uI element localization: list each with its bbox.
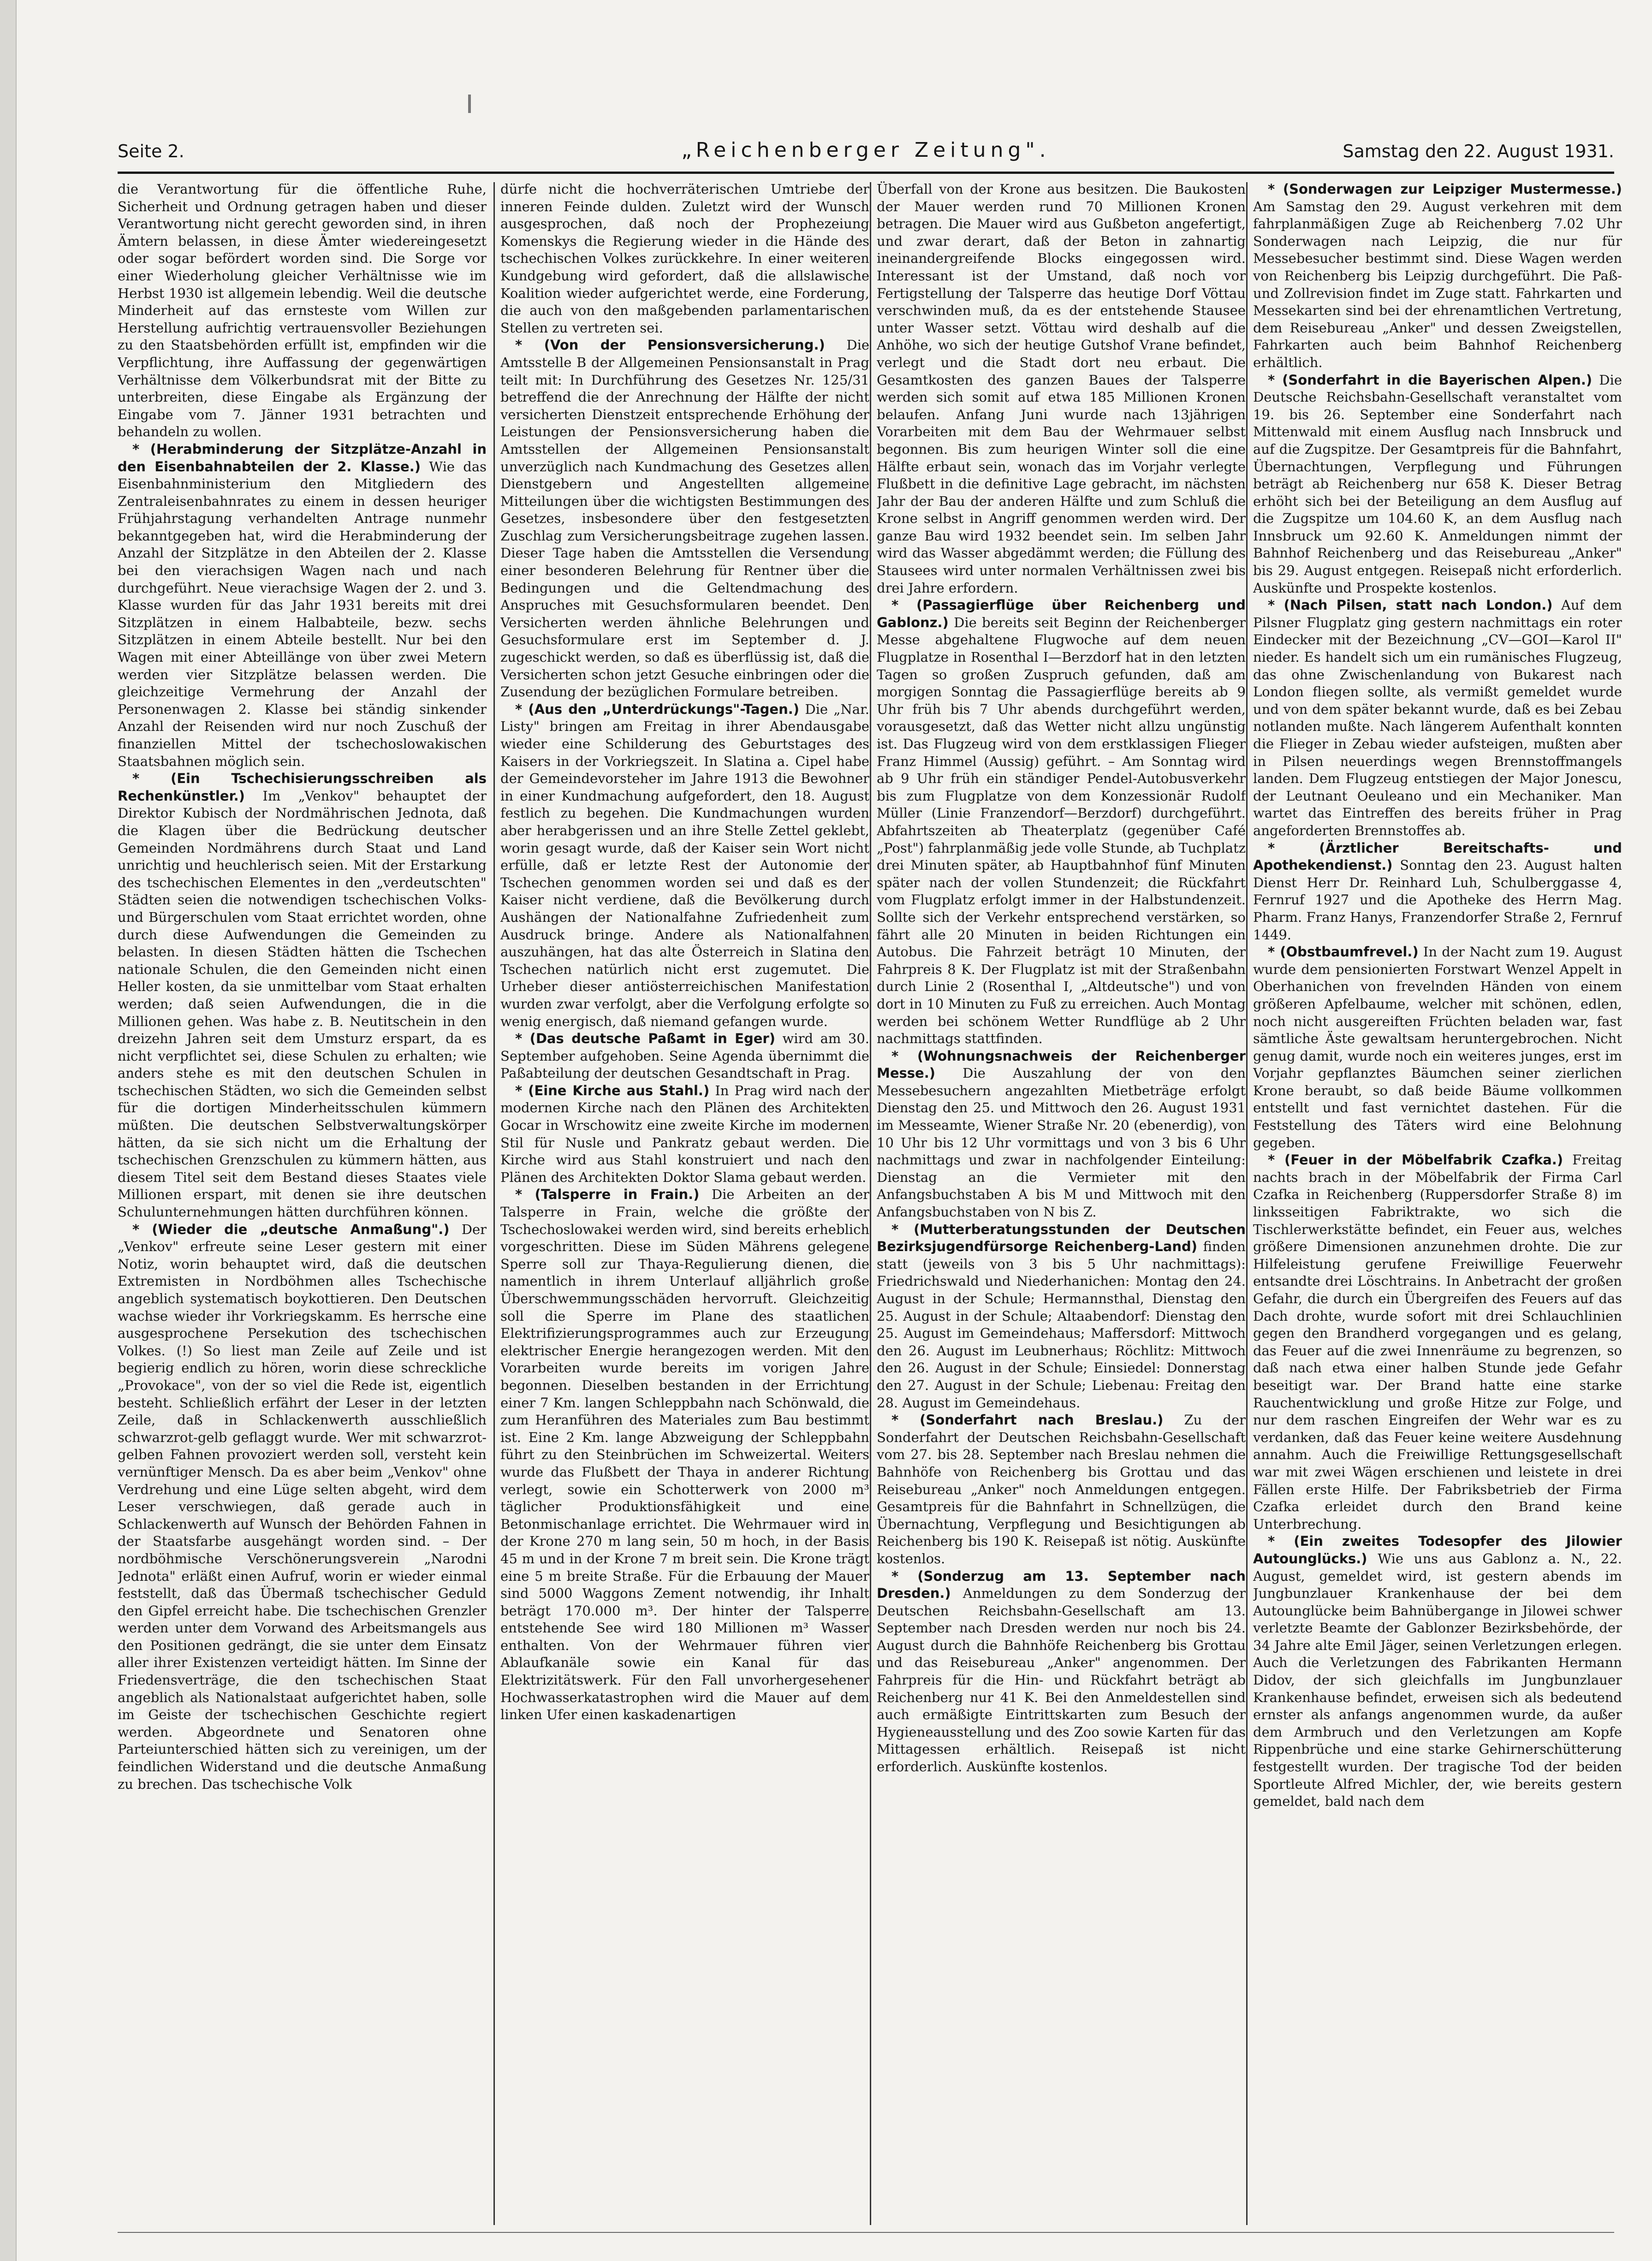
news-item-heading: * (Sonderwagen zur Leipziger Mustermesse.): [1268, 181, 1622, 197]
news-item: [877, 1221, 1246, 1412]
column-3: [877, 181, 1246, 2228]
article-text: [500, 181, 869, 337]
news-item: [877, 1568, 1246, 1776]
news-item: [877, 1412, 1246, 1567]
column-1: [118, 181, 487, 2228]
news-item: [877, 597, 1246, 1047]
news-item: [500, 1186, 869, 1723]
news-item-heading: * (Wohnungsnachweis der Reichenberger Messe.): [877, 1048, 1246, 1081]
news-item-heading: * (Nach Pilsen, statt nach London.): [1268, 597, 1553, 613]
issue-date: Samstag den 22. August 1931.: [1343, 141, 1614, 161]
news-item: [500, 1030, 869, 1082]
news-item-text: dürfe nicht die hochverräterischen Umtriebe der inneren Feinde dulden. Zuletzt wird der Wunsch ausgesprochen, daß noch der Prophezeiung Komenskys die Regierung wieder in die Hände des tschechischen Volkes zurückkehre. In einer weiteren Kundgebung wird gefordert, daß die allslawische Koalition wieder aufgerichtet werde, eine Forderung, die auch von den maßgebenden parlamentarischen Stellen zu vertreten sei.: [500, 181, 869, 336]
news-item-heading: * (Das deutsche Paßamt in Eger): [515, 1031, 775, 1047]
news-item: [118, 1221, 487, 1793]
news-item-text: wird am 30. September aufgehoben. Seine Agenda übernimmt die Paßabteilung der deutschen Gesandtschaft in Prag.: [500, 1031, 869, 1081]
bottom-rule: [118, 2232, 1614, 2233]
news-item-text: Wie das Eisenbahnministerium den Mitgliedern des Zentraleisenbahnrates zu einem in dessen heuriger Frühjahrstagung verhandelten Antrage nunmehr bekanntgegeben hat, wird die Herabminderung der Anzahl der Sitzplätze in den Abteilen der 2. Klasse bei den vierachsigen Wagen nach und nach durchgeführt. Neue vierachsige Wagen der 2. und 3. Klasse wurden für das Jahr 1931 bereits mit drei Sitzplätzen in einem Halbabteile, bezw. sechs Sitzplätzen in einem Abteile bestellt. Nur bei den Wagen mit einer Abteillänge von über zwei Metern werden vier Sitzplätze belassen werden. Die gleichzeitige Vermehrung der Anzahl der Personenwagen 2. Klasse bei ständig sinkender Anzahl der Reisenden wird nur noch Zuschuß der finanziellen Mittel der tschechoslowakischen Staatsbahnen möglich sein.: [118, 458, 487, 769]
news-item-heading: * (Sonderfahrt nach Breslau.): [891, 1412, 1164, 1428]
news-item-heading: * (Wieder die „deutsche Anmaßung".): [132, 1221, 450, 1237]
news-item: [500, 701, 869, 1030]
news-item: [877, 1048, 1246, 1221]
news-item: [1253, 1151, 1622, 1533]
news-item: [1253, 840, 1622, 944]
news-item-heading: * (Feuer in der Möbelfabrik Czafka.): [1268, 1152, 1563, 1168]
news-item-heading: * (Sonderfahrt in die Bayerischen Alpen.): [1268, 372, 1593, 388]
news-item-heading: * (Passagierflüge über Reichenberg und Gablonz.): [877, 597, 1246, 630]
news-item: [1253, 597, 1622, 839]
news-item-text: Der „Venkov" erfreute seine Leser gestern mit einer Notiz, worin behauptet wird, daß die deutschen Extremisten in Nordböhmen alles Tschechische angeblich systematisch boykottieren. Den Deutschen wachse wieder ihr Vorkriegskamm. Es herrsche eine ausgesprochene Persekution des tschechischen Volkes. (!) So liest man Zeile auf Zeile und ist begierig endlich zu hören, worin diese schreckliche „Provokace", von der so viel die Rede ist, eigentlich besteht. Schließlich erfährt der Leser in der letzten Zeile, daß in Schlackenwerth ausschließlich schwarzrot-gelb geflaggt wurde. Wer mit schwarzrot-gelben Fahnen provoziert werden soll, versteht kein vernünftiger Mensch. Da es aber beim „Venkov" ohne Verdrehung und eine Lüge selten abgeht, wird dem Leser verschwiegen, daß gerade auch in Schlackenwerth auf Wunsch der Behörden Fahnen in der Staatsfarbe ausgehängt worden sind. – Der nordböhmische Verschönerungsverein „Narodni Jednota" erläßt einen Aufruf, worin er wieder einmal feststellt, daß das Übermaß tschechischer Geduld den Gipfel erreicht habe. Die tschechischen Grenzler werden unter dem Vorwand des Arbeitsmangels aus den Positionen gedrängt, die sie unter dem Einsatz aller ihrer Existenzen verteidigt hätten. Im Sinne der Friedensverträge, die den tschechischen Staat angeblich als Nationalstaat aufgerichtet haben, solle im Geiste der tschechischen Geschichte regiert werden. Abgeordnete und Senatoren ohne Parteiunterschied hätten sich zu vereinigen, um der feindlichen Widerstand und die deutsche Anmaßung zu brechen. Das tschechische Volk: [118, 1221, 487, 1792]
news-item: [118, 441, 487, 770]
news-item-text: Wie uns aus Gablonz a. N., 22. August, gemeldet wird, ist gestern abends im Jungbunzlauer Krankenhause der bei dem Autounglücke beim Bahnübergange in Jilowei schwer verletzte Beamte der Gablonzer Bezirksbehörde, der 34 Jahre alte Emil Jäger, seinen Verletzungen erlegen. Auch die Verletzungen des Fabrikanten Hermann Didov, der sich gleichfalls im Jungbunzlauer Krankenhause befindet, erweisen sich als bedeutend ernster als anfangs angenommen wurde, da außer dem Armbruch und den Verletzungen am Kopfe Rippenbrüche und eine starke Gehirnerschütterung festgestellt wurden. Der tragische Tod der beiden Sportleute Alfred Michler, der, wie bereits gestern gemeldet, bald nach dem: [1253, 1550, 1622, 1810]
article-text: [118, 181, 487, 441]
news-item-heading: * (Ein zweites Todesopfer des Jilowier Autounglücks.): [1253, 1533, 1622, 1567]
news-item-text: Sonntag den 23. August halten Dienst Herr Dr. Reinhard Luh, Schulberggasse 4, Fernruf 1927 und die Apotheke des Herrn Mag. Pharm. Franz Hanys, Franzendorfer Straße 2, Fernruf 1449.: [1253, 857, 1622, 943]
column-separator: [1246, 182, 1248, 2225]
page-edge: [0, 0, 17, 2261]
news-item-text: Überfall von der Krone aus besitzen. Die Baukosten der Mauer werden rund 70 Millionen Kronen betragen. Die Mauer wird aus Gußbeton angefertigt, und zwar derart, daß der Beton in zahnartig ineinandergreifende Blocks eingegossen wird. Interessant ist der Umstand, daß noch vor Fertigstellung der Talsperre das heutige Dorf Vöttau verschwinden muß, da es der entstehende Stausee unter Wasser setzt. Vöttau wird deshalb auf die Anhöhe, wo sich der heutige Gutshof Vrane befindet, verlegt und die Stadt dort neu erbaut. Die Gesamtkosten des ganzen Baues der Talsperre werden sich somit auf etwa 185 Millionen Kronen belaufen. Anfang Juni wurde nach 13jährigen Vorarbeiten mit dem Bau der Wehrmauer selbst begonnen. Bis zum heurigen Winter soll die eine Hälfte erbaut sein, wonach das im Vorjahr verlegte Flußbett in die definitive Lage gebracht, im nächsten Jahr der Bau der anderen Hälfte und zum Schluß die Krone selbst in Angriff genommen werden wird. Der ganze Bau wird 1932 beendet sein. Im selben Jahr wird das Wasser abgedämmt werden; die Füllung des Stausees wird unter normalen Verhältnissen zwei bis drei Jahre erfordern.: [877, 181, 1246, 596]
news-item-text: Am Samstag den 29. August verkehren mit dem fahrplanmäßigen Zuge ab Reichenberg 7.02 Uhr Sonderwagen nach Leipzig, die nur für Messebesucher bestimmt sind. Diese Wagen werden von Reichenberg bis Leipzig durchgeführt. Die Paß- und Zollrevision findet im Zuge statt. Fahrkarten und Messekarten sind bei der ehrenamtlichen Vertretung, dem Reisebureau „Anker" und dessen Zweigstellen, Fahrkarten auch beim Bahnhof Reichenberg erhältlich.: [1253, 198, 1622, 370]
news-item-heading: * (Herabminderung der Sitzplätze-Anzahl in den Eisenbahnabteilen der 2. Klasse.): [118, 441, 487, 475]
news-item-heading: * (Obstbaumfrevel.): [1268, 944, 1419, 960]
news-item: [1253, 372, 1622, 597]
news-item-text: Die bereits seit Beginn der Reichenberger Messe abgehaltene Flugwoche auf dem neuen Flugplatze in Rosenthal I—Berzdorf hat in den letzten Tagen so großen Zuspruch gefunden, daß am morgigen Sonntag die Passagierflüge bereits ab 9 Uhr früh bis 7 Uhr abends durchgeführt werden, vorausgesetzt, daß das Wetter nicht allzu ungünstig ist. Das Flugzeug wird von dem erstklassigen Flieger Franz Himmel (Aussig) geführt. – Am Sonntag wird ab 9 Uhr früh ein ständiger Pendel-Autobusverkehr bis zum Flugplatze von dem Konzessionär Rudolf Müller (Linie Franzendorf—Berzdorf) durchgeführt. Abfahrtszeiten ab Theaterplatz (gegenüber Café „Post") fahrplanmäßig jede volle Stunde, ab Tuchplatz drei Minuten später, ab Hauptbahnhof fünf Minuten später nach der vollen Stundenzeit; die Rückfahrt vom Flugplatz erfolgt immer in der Halbstundenzeit. Sollte sich der Verkehr entsprechend verstärken, so fährt alle 20 Minuten in beiden Richtungen ein Autobus. Die Fahrzeit beträgt 10 Minuten, der Fahrpreis 8 K. Der Flugplatz ist mit der Straßenbahn durch Linie 2 (Rosenthal I, „Altdeutsche") und von dort in 10 Minuten zu Fuß zu erreichen. Auch Montag werden bei schönem Wetter Rundflüge ab 2 Uhr nachmittags stattfinden.: [877, 614, 1246, 1047]
news-item: [1253, 944, 1622, 1151]
news-item-text: die Verantwortung für die öffentliche Ruhe, Sicherheit und Ordnung getragen haben und dieser Verantwortung nicht gerecht geworden sind, in ihren Ämtern belassen, in diese Ämter wiedereingesetzt oder sogar befördert worden sind. Die Sorge vor einer Wiederholung gleicher Verhältnisse wie im Herbst 1930 ist allgemein lebendig. Weil die deutsche Minderheit auf das ernsteste vom Willen zur Herstellung aufrichtig vertrauensvoller Beziehungen zu den Staatsbehörden erfüllt ist, empfinden wir die Verpflichtung, ihre Auffassung der gegenwärtigen Verhältnisse dem Völkerbundsrat mit der Bitte zu unterbreiten, diese Eingabe als Ergänzung der Eingabe vom 7. Jänner 1931 betrachten und behandeln zu wollen.: [118, 181, 487, 440]
news-item-heading: * (Ärztlicher Bereitschafts- und Apothekendienst.): [1253, 840, 1622, 873]
column-separator: [870, 182, 871, 2225]
news-item-text: Im „Venkov" behauptet der Direktor Kubisch der Nordmährischen Jednota, daß die Klagen über die Bedrückung deutscher Gemeinden Nordmährens durch Staat und Land unrichtig und heuchlerisch seien. Mit der Erstarkung des tschechischen Elementes in den „verdeutschten" Städten seien die notwendigen tschechischen Volks- und Bürgerschulen vom Staat errichtet worden, ohne durch diese Aufwendungen die Gemeinden zu belasten. In diesen Städten hätten die Tschechen nationale Schulen, die den Gemeinden nicht einen Heller kosten, da sie unmittelbar vom Staat erhalten werden; daß seien Aufwendungen, die in die Millionen gehen. Was habe z. B. Neutitschein in den dreizehn Jahren seit dem Umsturz erspart, da es nicht verpflichtet sei, diese Schulen zu erhalten; wie anders stehe es mit den deutschen Schulen in tschechischen Städten, wo sich die Gemeinden selbst für die dortigen Minderheitsschulen kümmern müßten. Die deutschen Selbstverwaltungskörper hätten, da sie sich nicht um die Erhaltung der tschechischen Grenzschulen zu kümmern hätten, aus diesem Titel seit dem Bestand dieses Staates viele Millionen erspart, mit denen sie ihre deutschen Schulunternehmungen hätten durchführen können.: [118, 788, 487, 1220]
news-item-text: Auf dem Pilsner Flugplatz ging gestern nachmittags ein roter Eindecker mit der Bezeichnung „CV—GOI—Karol II" nieder. Es handelt sich um ein rumänisches Flugzeug, das ohne Zwischenlandung von Bukarest nach London fliegen sollte, als vermißt gemeldet wurde und von dem später bekannt wurde, daß es bei Zebau notlanden mußte. Nach längerem Aufenthalt konnten die Flieger in Zebau wieder aufsteigen, mußten aber in Pilsen neuerdings wegen Brennstoffmangels landen. Dem Flugzeug entstiegen der Major Jonescu, der Leutnant Oeuleano und ein Mechaniker. Man wartet das Eintreffen des bereits früher in Prag angeforderten Brennstoffes ab.: [1253, 597, 1622, 838]
article-text: [877, 181, 1246, 597]
column-2: [500, 181, 869, 2228]
news-item-heading: * (Aus den „Unterdrückungs"-Tagen.): [515, 701, 799, 717]
news-item-text: Anmeldungen zu dem Sonderzug der Deutschen Reichsbahn-Gesellschaft am 13. September nach Dresden werden nur noch bis 24. August durch die Bahnhöfe Reichenberg bis Grottau und das Reisebureau „Anker" angenommen. Der Fahrpreis für die Hin- und Rückfahrt beträgt ab Reichenberg nur 41 K. Bei den Anmeldestellen sind auch ermäßigte Eintrittskarten zum Besuch der Hygieneausstellung und des Zoo sowie Karten für das Mittagessen erhältlich. Reisepaß ist nicht erforderlich. Auskünfte kostenlos.: [877, 1585, 1246, 1775]
news-item-heading: * (Ein Tschechisierungsschreiben als Rechenkünstler.): [118, 771, 487, 804]
news-item: [1253, 181, 1622, 372]
news-item-text: Die Arbeiten an der Talsperre in Frain, welche die größte der Tschechoslowakei werden wird, sind bereits erheblich vorgeschritten. Diese im Süden Mährens gelegene Sperre soll zur Thaya-Regulierung dienen, die namentlich in ihrem Unterlauf alljährlich große Überschwemmungsschäden hervorruft. Gleichzeitig soll die Sperre im Plane des staatlichen Elektrifizierungsprogrammes auch zur Erzeugung elektrischer Energie herangezogen werden. Mit den Vorarbeiten wurde bereits im vorigen Jahre begonnen. Dieselben bestanden in der Errichtung einer 7 Km. langen Schleppbahn nach Schönwald, die zum Heranführen des Materiales zum Bau bestimmt ist. Eine 2 Km. lange Abzweigung der Schleppbahn führt zu den Steinbrüchen im Schweizertal. Weiters wurde das Flußbett der Thaya in anderer Richtung verlegt, sowie ein Schotterwerk von 2000 m³ täglicher Produktionsfähigkeit und eine Betonmischanlage errichtet. Die Wehrmauer wird in der Krone 270 m lang sein, 50 m hoch, in der Basis 45 m und in der Krone 7 m breit sein. Die Krone trägt eine 5 m breite Straße. Für die Erbauung der Mauer sind 5000 Waggons Zement notwendig, ihr Inhalt beträgt 170.000 m³. Der hinter der Talsperre entstehende See wird 180 Millionen m³ Wasser enthalten. Von der Wehrmauer führen vier Ablaufkanäle sowie ein Kanal für das Elektrizitätswerk. Für den Fall unvorhergesehener Hochwasserkatastrophen wird die Mauer auf dem linken Ufer einen kaskadenartigen: [500, 1187, 869, 1723]
column-separator: [493, 182, 495, 2225]
news-item-heading: * (Sonderzug am 13. September nach Dresden.): [877, 1568, 1246, 1602]
news-item-heading: * (Mutterberatungsstunden der Deutschen Bezirksjugendfürsorge Reichenberg-Land): [877, 1221, 1246, 1255]
news-item-text: In Prag wird nach der modernen Kirche nach den Plänen des Architekten Gocar in Wrschowitz eine zweite Kirche im modernen Stil für Nusle und Pankratz gebaut werden. Die Kirche wird aus Stahl konstruiert und nach den Plänen des Architekten Doktor Slama gebaut werden.: [500, 1082, 869, 1185]
news-item-heading: * (Von der Pensionsversicherung.): [515, 337, 825, 353]
news-item: [118, 770, 487, 1221]
scan-mark: [468, 95, 471, 113]
news-item-text: In der Nacht zum 19. August wurde dem pensionierten Forstwart Wenzel Appelt in Oberhanichen von frevelnden Händen von einem größeren Apfelbaume, welcher mit schönen, edlen, noch nicht ausgereiften Früchten beladen war, fast sämtliche Äste gewaltsam heruntergebrochen. Nicht genug damit, wurde noch ein weiteres junges, erst im Vorjahr gepflanztes Bäumchen seiner zierlichen Krone beraubt, so daß beide Bäume vollkommen entstellt und fast vernichtet dastehen. Für die Feststellung des Täters wird eine Belohnung gegeben.: [1253, 944, 1622, 1151]
news-item: [1253, 1533, 1622, 1810]
news-item-text: Die Auszahlung der von den Messebesuchern angezahlten Mietbeträge erfolgt Dienstag den 25. und Mittwoch den 26. August 1931 im Messeamte, Wiener Straße Nr. 20 (ebenerdig), von 10 Uhr bis 12 Uhr vormittags und von 3 bis 6 Uhr nachmittags und zwar in nachfolgender Einteilung: Dienstag an die Vermieter mit den Anfangsbuchstaben A bis M und Mittwoch mit den Anfangsbuchstaben von N bis Z.: [877, 1065, 1246, 1220]
news-item-heading: * (Talsperre in Frain.): [515, 1187, 700, 1203]
news-item-text: Die Amtsstelle B der Allgemeinen Pensionsanstalt in Prag teilt mit: In Durchführung des Gesetzes Nr. 125/31 betreffend die der Anrechnung der Hälfte der nicht versicherten Dienstzeit entsprechende Erhöhung der Leistungen der Pensionsversicherung haben die Amtsstellen der Allgemeinen Pensionsanstalt unverzüglich nach Kundmachung des Gesetzes allen Dienstgebern und Angestellten allgemeine Mitteilungen über die wichtigsten Bestimmungen des Gesetzes, insbesondere über den festgesetzten Zuschlag zum Versicherungsbeitrage zugehen lassen. Dieser Tage haben die Amtsstellen die Versendung einer besonderen Belehrung für Rentner über die Bedingungen und die Geltendmachung des Anspruches mit Gesuchsformularen beendet. Den Versicherten werden ähnliche Belehrungen und Gesuchsformulare erst im September d. J. zugeschickt werden, so daß es überflüssig ist, daß die Versicherten schon jetzt Gesuche einbringen oder die Zusendung der bezüglichen Formulare betreiben.: [500, 337, 869, 700]
news-item-text: Freitag nachts brach in der Möbelfabrik der Firma Carl Czafka in Reichenberg (Ruppersdorfer Straße 8) im linksseitigen Fabriktrakte, wo sich die Tischlerwerkstätte befindet, ein Feuer aus, welches größere Dimensionen anzunehmen drohte. Die zur Hilfeleistung gerufene Freiwillige Feuerwehr entsandte drei Löschtrains. In Anbetracht der großen Gefahr, die durch ein Übergreifen des Feuers auf das Dach drohte, wurde sofort mit drei Schlauchlinien gegen den Brandherd vorgegangen und es gelang, das Feuer auf die zwei Innenräume zu begrenzen, so daß nach etwa einer halben Stunde jede Gefahr beseitigt war. Der Brand hatte eine starke Rauchentwicklung und große Hitze zur Folge, und nur dem raschen Eingreifen der Wehr war es zu verdanken, daß das Feuer keine weitere Ausdehnung annahm. Auch die Freiwillige Rettungsgesellschaft war mit zwei Wägen erschienen und leistete in drei Fällen erste Hilfe. Der Fabriksbetrieb der Firma Czafka erleidet durch den Brand keine Unterbrechung.: [1253, 1152, 1622, 1532]
page-number: Seite 2.: [118, 141, 184, 161]
news-item-text: Zu der Sonderfahrt der Deutschen Reichsbahn-Gesellschaft vom 27. bis 28. September nach Breslau nehmen die Bahnhöfe von Reichenberg bis Grottau und das Reisebureau „Anker" noch Anmeldungen entgegen. Gesamtpreis für die Bahnfahrt in Schnellzügen, die Übernachtung, Verpflegung und Besichtigungen ab Reichenberg bis 190 K. Reisepaß ist nötig. Auskünfte kostenlos.: [877, 1412, 1246, 1567]
news-item: [500, 1082, 869, 1187]
news-item: [500, 337, 869, 700]
header-rule: [118, 172, 1614, 174]
news-item-text: Die Deutsche Reichsbahn-Gesellschaft veranstaltet vom 19. bis 26. September eine Sonderfahrt nach Mittenwald mit einem Ausflug nach Innsbruck und auf die Zugspitze. Der Gesamtpreis für die Bahnfahrt, Übernachtungen, Verpflegung und Führungen beträgt ab Reichenberg nur 658 K. Dieser Betrag erhöht sich bei der Beteiligung an dem Ausflug auf die Zugspitze um 104.60 K, an dem Ausflug nach Innsbruck um 92.60 K. Anmeldungen nimmt der Bahnhof Reichenberg und das Reisebureau „Anker" bis 29. August entgegen. Reisepaß nicht erforderlich. Auskünfte und Prospekte kostenlos.: [1253, 372, 1622, 596]
news-item-text: Die „Nar. Listy" bringen am Freitag in ihrer Abendausgabe wieder eine Schilderung des Geburtstages des Kaisers in der Vorkriegszeit. In Slatina a. Cipel habe der Gemeindevorsteher im Jahre 1913 die Bewohner in einer Kundmachung aufgefordert, den 18. August festlich zu begehen. Die Kundmachungen wurden aber herabgerissen und an ihre Stelle Zettel geklebt, worin gesagt wurde, daß der Kaiser sein Wort nicht erfülle, daß er letzte Rest der Autonomie der Tschechen genommen worden sei und daß es der Kaiser nicht verdiene, daß die Bevölkerung durch Aushängen der Nationalfahne Zufriedenheit zum Ausdruck bringe. Andere als Nationalfahnen auszuhängen, hat das alte Österreich in Slatina den Tschechen natürlich nicht erst zugemutet. Die Urheber dieser antiösterreichischen Manifestation wurden zwar verfolgt, aber die Verfolgung erfolgte so wenig energisch, daß niemand gefangen wurde.: [500, 701, 869, 1029]
news-item-heading: * (Eine Kirche aus Stahl.): [515, 1082, 710, 1098]
page-header: [118, 138, 1614, 167]
column-4: [1253, 181, 1622, 2228]
newspaper-title: „Reichenberger Zeitung".: [681, 138, 1051, 162]
news-item-text: finden statt (jeweils von 3 bis 5 Uhr nachmittags): Friedrichswald und Niederhanichen: Montag den 24. August in der Schule; Hermannsthal, Dienstag den 25. August in der Schule; Altaabendorf: Dienstag den 25. August im Gemeindehaus; Maffersdorf: Mittwoch den 26. August im Leubnerhaus; Röchlitz: Mittwoch den 26. August in der Schule; Einsiedel: Donnerstag den 27. August in der Schule; Liebenau: Freitag den 28. August im Gemeindehaus.: [877, 1239, 1246, 1411]
